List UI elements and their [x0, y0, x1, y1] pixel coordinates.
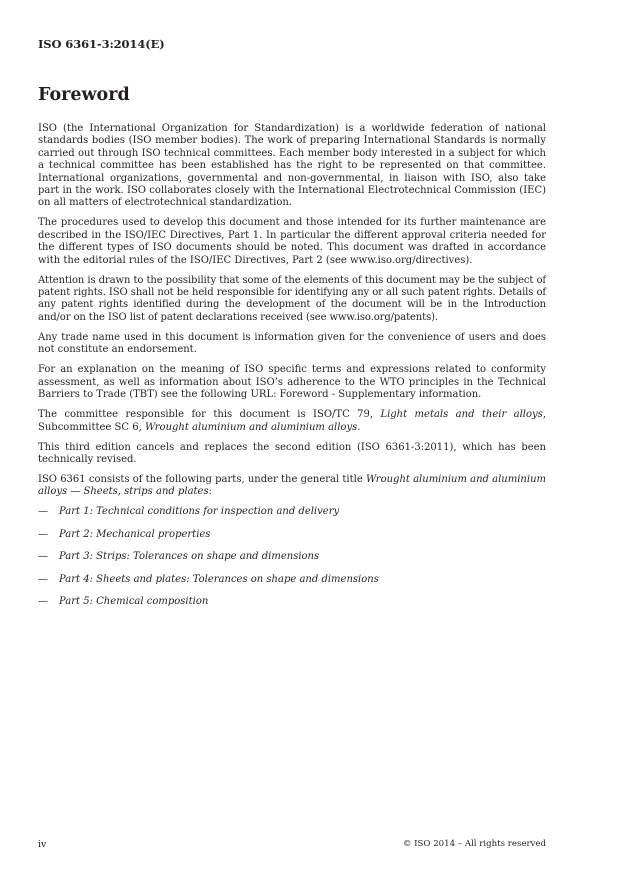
dash-bullet-icon: — — [38, 573, 48, 585]
page-title: Foreword — [38, 85, 130, 105]
page-number: iv — [38, 839, 47, 850]
document-id: ISO 6361-3:2014(E) — [38, 37, 165, 51]
dash-bullet-icon: — — [38, 595, 48, 607]
paragraph-trade-name: Any trade name used in this document is information given for the convenience of users and does not constitute an endorsement. — [38, 331, 546, 356]
paragraph-patents: Attention is drawn to the possibility that some of the elements of this document may be the subject of patent rights. ISO shall not be held responsible for identifying any or all such patent rights. Details of any patent rights identified during the development of the document will be in the Introduction and/or on the ISO list of patent declarations received (see www.iso.org/patents). — [38, 274, 546, 323]
part-label: Part 1: Technical conditions for inspection and delivery — [59, 506, 340, 518]
paragraph-iso-intro: ISO (the International Organization for Standardization) is a worldwide federation of national standards bodies (ISO member bodies). The work of preparing International Standards is normally carried out through ISO technical committees. Each member body interested in a subject for which a technical committee has been established has the right to be represented on that committee. International organizations, governmental and non-governmental, in liaison with ISO, also take part in the work. ISO collaborates closely with the International Electrotechnical Commission (IEC) on all matters of electrotechnical standardization. — [38, 123, 546, 209]
paragraph-procedures: The procedures used to develop this document and those intended for its further maintenance are described in the ISO/IEC Directives, Part 1. In particular the different approval criteria needed for the different types of ISO documents should be noted. This document was drafted in accordance with the editorial rules of the ISO/IEC Directives, Part 2 (see www.iso.org/directives). — [38, 217, 546, 266]
committee-text-end: . — [357, 421, 361, 433]
copyright-notice: © ISO 2014 – All rights reserved — [402, 839, 546, 849]
committee-text-mid: , Subcommittee SC 6, — [38, 409, 546, 433]
subcommittee-title: Wrought aluminium and aluminium alloys — [144, 421, 358, 433]
list-item — [38, 551, 546, 563]
general-title: Wrought aluminium and aluminium alloys — Sheets, strips and plates — [38, 473, 546, 498]
part-label: Part 2: Mechanical properties — [59, 528, 211, 540]
list-item — [38, 596, 546, 608]
committee-text: The committee responsible for this document is ISO/TC 79, — [38, 409, 381, 421]
parts-intro-text: ISO 6361 consists of the following parts, under the general title — [38, 473, 366, 485]
list-item — [38, 529, 546, 541]
part-label: Part 3: Strips: Tolerances on shape and dimensions — [59, 551, 320, 563]
part-label: Part 5: Chemical composition — [59, 595, 209, 607]
dash-bullet-icon: — — [38, 506, 48, 518]
parts-list — [38, 506, 546, 608]
committee-title: Light metals and their alloys — [380, 409, 543, 421]
paragraph-conformity: For an explanation on the meaning of ISO specific terms and expressions related to conformity assessment, as well as information about ISO’s adherence to the WTO principles in the Technical Barriers to Trade (TBT) see the following URL: Foreword - Supplementary information. — [38, 364, 546, 401]
part-label: Part 4: Sheets and plates: Tolerances on shape and dimensions — [59, 573, 379, 585]
dash-bullet-icon: — — [38, 528, 48, 540]
paragraph-committee — [38, 409, 546, 434]
list-item — [38, 574, 546, 586]
list-item — [38, 506, 546, 518]
paragraph-parts-intro — [38, 474, 546, 499]
parts-intro-end: : — [208, 486, 212, 498]
foreword-body — [38, 123, 546, 618]
paragraph-edition: This third edition cancels and replaces the second edition (ISO 6361-3:2011), which has been technically revised. — [38, 441, 546, 465]
dash-bullet-icon: — — [38, 551, 48, 563]
